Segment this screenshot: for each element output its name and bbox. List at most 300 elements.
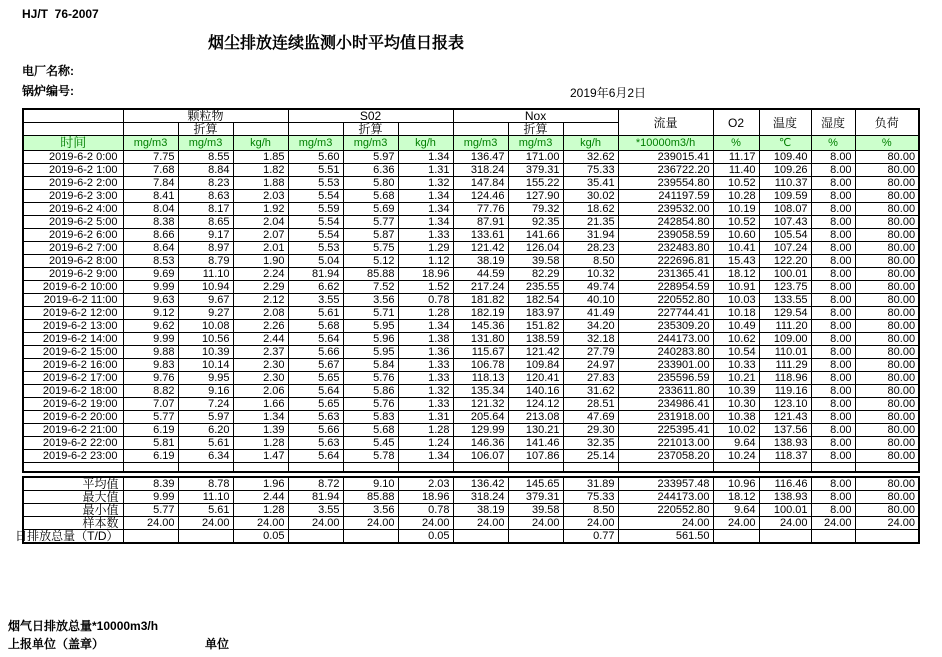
col-header-humidity: 湿度 xyxy=(811,109,855,136)
data-cell: 2.44 xyxy=(233,333,288,346)
data-cell: 213.08 xyxy=(508,411,563,424)
data-cell: 8.53 xyxy=(123,255,178,268)
data-cell: 80.00 xyxy=(855,268,919,281)
data-cell: 80.00 xyxy=(855,203,919,216)
table-row xyxy=(23,437,919,450)
data-cell: 1.92 xyxy=(233,203,288,216)
data-cell: 80.00 xyxy=(855,450,919,463)
data-cell: 123.75 xyxy=(759,281,811,294)
data-cell: 1.90 xyxy=(233,255,288,268)
data-cell: 8.82 xyxy=(123,385,178,398)
blank-cell xyxy=(453,123,508,136)
data-cell: 2.24 xyxy=(233,268,288,281)
summary-cell xyxy=(123,529,178,543)
data-cell: 8.17 xyxy=(178,203,233,216)
data-cell: 9.99 xyxy=(123,281,178,294)
summary-cell: 24.00 xyxy=(343,516,398,529)
unit-cell: % xyxy=(713,136,759,151)
data-cell: 8.41 xyxy=(123,190,178,203)
data-cell: 21.35 xyxy=(563,216,618,229)
data-cell: 10.52 xyxy=(713,177,759,190)
blank-cell xyxy=(23,463,123,472)
data-cell: 6.19 xyxy=(123,450,178,463)
summary-cell: 145.65 xyxy=(508,477,563,491)
flue-gas-total-label: 烟气日排放总量*10000m3/h xyxy=(8,619,159,633)
data-cell: 121.32 xyxy=(453,398,508,411)
data-cell: 106.07 xyxy=(453,450,508,463)
data-cell: 9.12 xyxy=(123,307,178,320)
blank-cell xyxy=(618,463,713,472)
data-cell: 35.41 xyxy=(563,177,618,190)
data-cell: 10.60 xyxy=(713,229,759,242)
summary-cell: 3.56 xyxy=(343,503,398,516)
summary-cell: 100.01 xyxy=(759,503,811,516)
data-cell: 239058.59 xyxy=(618,229,713,242)
data-cell: 124.12 xyxy=(508,398,563,411)
data-cell: 8.00 xyxy=(811,190,855,203)
header-row-units xyxy=(23,136,919,151)
data-cell: 5.64 xyxy=(288,333,343,346)
summary-cell: 244173.00 xyxy=(618,490,713,503)
data-cell: 5.61 xyxy=(288,307,343,320)
data-cell: 141.66 xyxy=(508,229,563,242)
summary-cell: 9.64 xyxy=(713,503,759,516)
data-cell: 5.04 xyxy=(288,255,343,268)
unit-cell: kg/h xyxy=(563,136,618,151)
summary-cell: 0.05 xyxy=(398,529,453,543)
unit-cell: mg/m3 xyxy=(178,136,233,151)
data-cell: 6.19 xyxy=(123,424,178,437)
data-cell: 7.24 xyxy=(178,398,233,411)
data-cell: 29.30 xyxy=(563,424,618,437)
table-row xyxy=(23,177,919,190)
data-cell: 80.00 xyxy=(855,294,919,307)
data-cell: 124.46 xyxy=(453,190,508,203)
data-cell: 239554.80 xyxy=(618,177,713,190)
col-group-so2: S02 xyxy=(288,109,453,123)
summary-label-text: 日排放总量（T/D） xyxy=(15,528,119,543)
data-cell: 130.21 xyxy=(508,424,563,437)
table-row xyxy=(23,216,919,229)
data-cell: 6.62 xyxy=(288,281,343,294)
data-cell: 5.97 xyxy=(343,151,398,164)
data-cell: 5.80 xyxy=(343,177,398,190)
data-cell: 5.53 xyxy=(288,242,343,255)
data-cell: 9.27 xyxy=(178,307,233,320)
unit-cell: mg/m3 xyxy=(508,136,563,151)
conversion-header-so2: 折算 xyxy=(343,123,398,136)
data-cell: 1.34 xyxy=(398,450,453,463)
data-cell: 147.84 xyxy=(453,177,508,190)
data-cell: 1.33 xyxy=(398,372,453,385)
data-cell: 5.64 xyxy=(288,450,343,463)
data-cell: 30.02 xyxy=(563,190,618,203)
data-cell: 8.00 xyxy=(811,216,855,229)
data-cell: 8.00 xyxy=(811,307,855,320)
data-cell: 10.19 xyxy=(713,203,759,216)
data-cell: 10.02 xyxy=(713,424,759,437)
summary-cell xyxy=(811,529,855,543)
blank-cell xyxy=(855,463,919,472)
summary-label-text: 平均值 xyxy=(82,476,119,491)
data-cell: 2.30 xyxy=(233,372,288,385)
data-cell: 2.26 xyxy=(233,320,288,333)
data-cell: 8.00 xyxy=(811,255,855,268)
row-time: 2019-6-2 1:00 xyxy=(23,164,123,177)
data-cell: 8.00 xyxy=(811,372,855,385)
data-cell: 10.91 xyxy=(713,281,759,294)
report-date: 2019年6月2日 xyxy=(570,86,647,100)
data-cell: 236722.20 xyxy=(618,164,713,177)
summary-cell: 39.58 xyxy=(508,503,563,516)
data-cell: 379.31 xyxy=(508,164,563,177)
data-cell: 10.62 xyxy=(713,333,759,346)
data-cell: 8.00 xyxy=(811,437,855,450)
data-cell: 32.62 xyxy=(563,151,618,164)
blank-cell xyxy=(508,463,563,472)
summary-cell xyxy=(288,529,343,543)
data-cell: 8.00 xyxy=(811,450,855,463)
data-cell: 10.39 xyxy=(713,385,759,398)
data-cell: 8.00 xyxy=(811,320,855,333)
data-cell: 1.33 xyxy=(398,398,453,411)
data-cell: 5.96 xyxy=(343,333,398,346)
table-row xyxy=(23,229,919,242)
data-cell: 182.54 xyxy=(508,294,563,307)
row-time: 2019-6-2 15:00 xyxy=(23,346,123,359)
summary-cell: 136.42 xyxy=(453,477,508,491)
data-cell: 235309.20 xyxy=(618,320,713,333)
data-cell: 80.00 xyxy=(855,216,919,229)
summary-cell: 80.00 xyxy=(855,477,919,491)
summary-cell xyxy=(453,529,508,543)
table-row xyxy=(23,333,919,346)
summary-cell: 318.24 xyxy=(453,490,508,503)
unit-cell: mg/m3 xyxy=(343,136,398,151)
summary-cell: 10.96 xyxy=(713,477,759,491)
data-cell: 8.00 xyxy=(811,411,855,424)
data-cell: 8.00 xyxy=(811,281,855,294)
summary-cell: 24.00 xyxy=(811,516,855,529)
data-cell: 2.06 xyxy=(233,385,288,398)
data-cell: 129.54 xyxy=(759,307,811,320)
data-cell: 8.63 xyxy=(178,190,233,203)
data-cell: 7.07 xyxy=(123,398,178,411)
data-cell: 121.43 xyxy=(759,411,811,424)
unit-cell: kg/h xyxy=(233,136,288,151)
col-header-o2: O2 xyxy=(713,109,759,136)
data-cell: 100.01 xyxy=(759,268,811,281)
summary-row-label xyxy=(23,516,123,529)
data-cell: 85.88 xyxy=(343,268,398,281)
summary-label-text: 样本数 xyxy=(82,515,119,530)
row-time: 2019-6-2 4:00 xyxy=(23,203,123,216)
data-cell: 8.00 xyxy=(811,398,855,411)
blank-cell xyxy=(759,463,811,472)
summary-cell: 38.19 xyxy=(453,503,508,516)
data-cell: 9.83 xyxy=(123,359,178,372)
table-row xyxy=(23,242,919,255)
blank-cell xyxy=(563,123,618,136)
blank-cell xyxy=(233,463,288,472)
data-cell: 1.34 xyxy=(233,411,288,424)
data-cell: 10.49 xyxy=(713,320,759,333)
data-cell: 5.81 xyxy=(123,437,178,450)
data-cell: 171.00 xyxy=(508,151,563,164)
data-cell: 80.00 xyxy=(855,164,919,177)
data-cell: 5.68 xyxy=(288,320,343,333)
data-cell: 121.42 xyxy=(508,346,563,359)
data-cell: 8.00 xyxy=(811,242,855,255)
data-cell: 75.33 xyxy=(563,164,618,177)
data-cell: 34.20 xyxy=(563,320,618,333)
row-time: 2019-6-2 13:00 xyxy=(23,320,123,333)
data-cell: 120.41 xyxy=(508,372,563,385)
table-row xyxy=(23,190,919,203)
summary-cell: 138.93 xyxy=(759,490,811,503)
summary-cell: 0.78 xyxy=(398,503,453,516)
summary-cell: 24.00 xyxy=(618,516,713,529)
unit-cell: kg/h xyxy=(398,136,453,151)
data-cell: 2.04 xyxy=(233,216,288,229)
data-cell: 1.34 xyxy=(398,320,453,333)
data-cell: 227744.41 xyxy=(618,307,713,320)
data-cell: 80.00 xyxy=(855,320,919,333)
data-cell: 5.84 xyxy=(343,359,398,372)
summary-cell: 9.99 xyxy=(123,490,178,503)
data-cell: 49.74 xyxy=(563,281,618,294)
data-cell: 1.38 xyxy=(398,333,453,346)
data-cell: 5.61 xyxy=(178,437,233,450)
spacer-row xyxy=(23,463,919,472)
blank-cell xyxy=(233,123,288,136)
summary-row xyxy=(23,477,919,491)
data-cell: 141.46 xyxy=(508,437,563,450)
data-cell: 5.77 xyxy=(123,411,178,424)
data-cell: 5.68 xyxy=(343,424,398,437)
conversion-header-nox: 折算 xyxy=(508,123,563,136)
data-cell: 9.67 xyxy=(178,294,233,307)
summary-cell: 24.00 xyxy=(123,516,178,529)
summary-table xyxy=(15,476,920,544)
summary-cell: 379.31 xyxy=(508,490,563,503)
data-cell: 1.29 xyxy=(398,242,453,255)
data-cell: 231918.00 xyxy=(618,411,713,424)
data-cell: 127.90 xyxy=(508,190,563,203)
summary-cell xyxy=(508,529,563,543)
data-cell: 80.00 xyxy=(855,190,919,203)
data-cell: 1.31 xyxy=(398,164,453,177)
data-cell: 8.00 xyxy=(811,203,855,216)
data-cell: 244173.00 xyxy=(618,333,713,346)
row-time: 2019-6-2 10:00 xyxy=(23,281,123,294)
data-cell: 8.38 xyxy=(123,216,178,229)
data-cell: 5.69 xyxy=(343,203,398,216)
data-cell: 137.56 xyxy=(759,424,811,437)
summary-rows xyxy=(15,476,919,543)
data-cell: 1.33 xyxy=(398,359,453,372)
data-cell: 109.84 xyxy=(508,359,563,372)
data-cell: 8.23 xyxy=(178,177,233,190)
data-cell: 5.54 xyxy=(288,190,343,203)
table-row xyxy=(23,372,919,385)
data-cell: 109.59 xyxy=(759,190,811,203)
table-row xyxy=(23,255,919,268)
data-cell: 80.00 xyxy=(855,333,919,346)
data-cell: 2.07 xyxy=(233,229,288,242)
summary-cell: 24.00 xyxy=(508,516,563,529)
data-cell: 318.24 xyxy=(453,164,508,177)
data-cell: 242854.80 xyxy=(618,216,713,229)
col-header-flow: 流量 xyxy=(618,109,713,136)
data-cell: 5.76 xyxy=(343,398,398,411)
col-group-particulates: 颗粒物 xyxy=(123,109,288,123)
table-row xyxy=(23,411,919,424)
data-cell: 31.62 xyxy=(563,385,618,398)
summary-cell: 8.00 xyxy=(811,490,855,503)
summary-cell: 24.00 xyxy=(759,516,811,529)
data-cell: 80.00 xyxy=(855,398,919,411)
data-cell: 18.62 xyxy=(563,203,618,216)
data-cell: 80.00 xyxy=(855,307,919,320)
data-cell: 5.87 xyxy=(343,229,398,242)
data-cell: 11.17 xyxy=(713,151,759,164)
summary-row-label xyxy=(23,490,123,503)
data-cell: 115.67 xyxy=(453,346,508,359)
data-cell: 41.49 xyxy=(563,307,618,320)
data-cell: 80.00 xyxy=(855,411,919,424)
summary-cell: 24.00 xyxy=(178,516,233,529)
row-time: 2019-6-2 6:00 xyxy=(23,229,123,242)
data-cell: 82.29 xyxy=(508,268,563,281)
standard-code: HJ/T 76-2007 xyxy=(22,7,99,21)
table-row xyxy=(23,424,919,437)
data-cell: 10.21 xyxy=(713,372,759,385)
data-cell: 5.75 xyxy=(343,242,398,255)
data-cell: 118.96 xyxy=(759,372,811,385)
data-cell: 1.82 xyxy=(233,164,288,177)
data-cell: 138.59 xyxy=(508,333,563,346)
unit-cell: mg/m3 xyxy=(288,136,343,151)
data-cell: 8.66 xyxy=(123,229,178,242)
summary-cell: 24.00 xyxy=(563,516,618,529)
data-cell: 27.83 xyxy=(563,372,618,385)
data-cell: 106.78 xyxy=(453,359,508,372)
data-cell: 7.84 xyxy=(123,177,178,190)
data-cell: 1.52 xyxy=(398,281,453,294)
data-cell: 140.16 xyxy=(508,385,563,398)
summary-cell: 2.44 xyxy=(233,490,288,503)
data-cell: 5.59 xyxy=(288,203,343,216)
data-cell: 133.61 xyxy=(453,229,508,242)
reporting-unit-label: 上报单位（盖章） xyxy=(8,637,105,651)
data-cell: 9.62 xyxy=(123,320,178,333)
data-cell: 110.37 xyxy=(759,177,811,190)
summary-cell: 5.61 xyxy=(178,503,233,516)
summary-cell: 3.55 xyxy=(288,503,343,516)
data-cell: 110.01 xyxy=(759,346,811,359)
data-cell: 5.86 xyxy=(343,385,398,398)
data-cell: 205.64 xyxy=(453,411,508,424)
data-cell: 239015.41 xyxy=(618,151,713,164)
data-cell: 5.54 xyxy=(288,229,343,242)
data-cell: 107.43 xyxy=(759,216,811,229)
table-row xyxy=(23,346,919,359)
summary-cell: 561.50 xyxy=(618,529,713,543)
unit-cell: % xyxy=(811,136,855,151)
summary-cell: 2.03 xyxy=(398,477,453,491)
table-row xyxy=(23,450,919,463)
data-cell: 80.00 xyxy=(855,385,919,398)
summary-cell: 220552.80 xyxy=(618,503,713,516)
data-cell: 47.69 xyxy=(563,411,618,424)
data-cell: 5.12 xyxy=(343,255,398,268)
data-cell: 181.82 xyxy=(453,294,508,307)
row-time: 2019-6-2 19:00 xyxy=(23,398,123,411)
data-cell: 27.79 xyxy=(563,346,618,359)
data-cell: 217.24 xyxy=(453,281,508,294)
data-cell: 8.00 xyxy=(811,164,855,177)
data-cell: 233901.00 xyxy=(618,359,713,372)
data-cell: 121.42 xyxy=(453,242,508,255)
data-cell: 225395.41 xyxy=(618,424,713,437)
data-cell: 9.88 xyxy=(123,346,178,359)
summary-row xyxy=(23,503,919,516)
table-row xyxy=(23,359,919,372)
data-cell: 133.55 xyxy=(759,294,811,307)
row-time: 2019-6-2 2:00 xyxy=(23,177,123,190)
row-time: 2019-6-2 9:00 xyxy=(23,268,123,281)
data-cell: 18.96 xyxy=(398,268,453,281)
data-cell: 8.00 xyxy=(811,151,855,164)
data-cell: 5.67 xyxy=(288,359,343,372)
hourly-data-table xyxy=(22,108,920,473)
summary-cell: 8.78 xyxy=(178,477,233,491)
unit-cell: mg/m3 xyxy=(453,136,508,151)
row-time: 2019-6-2 20:00 xyxy=(23,411,123,424)
data-cell: 221013.00 xyxy=(618,437,713,450)
col-header-load: 负荷 xyxy=(855,109,919,136)
data-cell: 77.76 xyxy=(453,203,508,216)
data-cell: 80.00 xyxy=(855,151,919,164)
data-cell: 1.28 xyxy=(398,424,453,437)
blank-cell xyxy=(343,463,398,472)
table-row xyxy=(23,151,919,164)
summary-cell: 8.72 xyxy=(288,477,343,491)
data-cell: 10.28 xyxy=(713,190,759,203)
data-cell: 79.32 xyxy=(508,203,563,216)
data-cell: 3.56 xyxy=(343,294,398,307)
data-cell: 1.33 xyxy=(398,229,453,242)
data-cell: 241197.59 xyxy=(618,190,713,203)
data-cell: 135.34 xyxy=(453,385,508,398)
data-cell: 10.30 xyxy=(713,398,759,411)
summary-row xyxy=(23,490,919,503)
data-cell: 24.97 xyxy=(563,359,618,372)
summary-cell: 24.00 xyxy=(855,516,919,529)
summary-row-label xyxy=(23,477,123,491)
time-column-header: 时间 xyxy=(23,136,123,151)
summary-cell: 8.00 xyxy=(811,503,855,516)
data-cell: 3.55 xyxy=(288,294,343,307)
data-cell: 220552.80 xyxy=(618,294,713,307)
unit-cell: *10000m3/h xyxy=(618,136,713,151)
data-cell: 5.95 xyxy=(343,320,398,333)
data-cell: 11.40 xyxy=(713,164,759,177)
summary-cell xyxy=(178,529,233,543)
data-cell: 5.76 xyxy=(343,372,398,385)
blank-cell xyxy=(811,463,855,472)
